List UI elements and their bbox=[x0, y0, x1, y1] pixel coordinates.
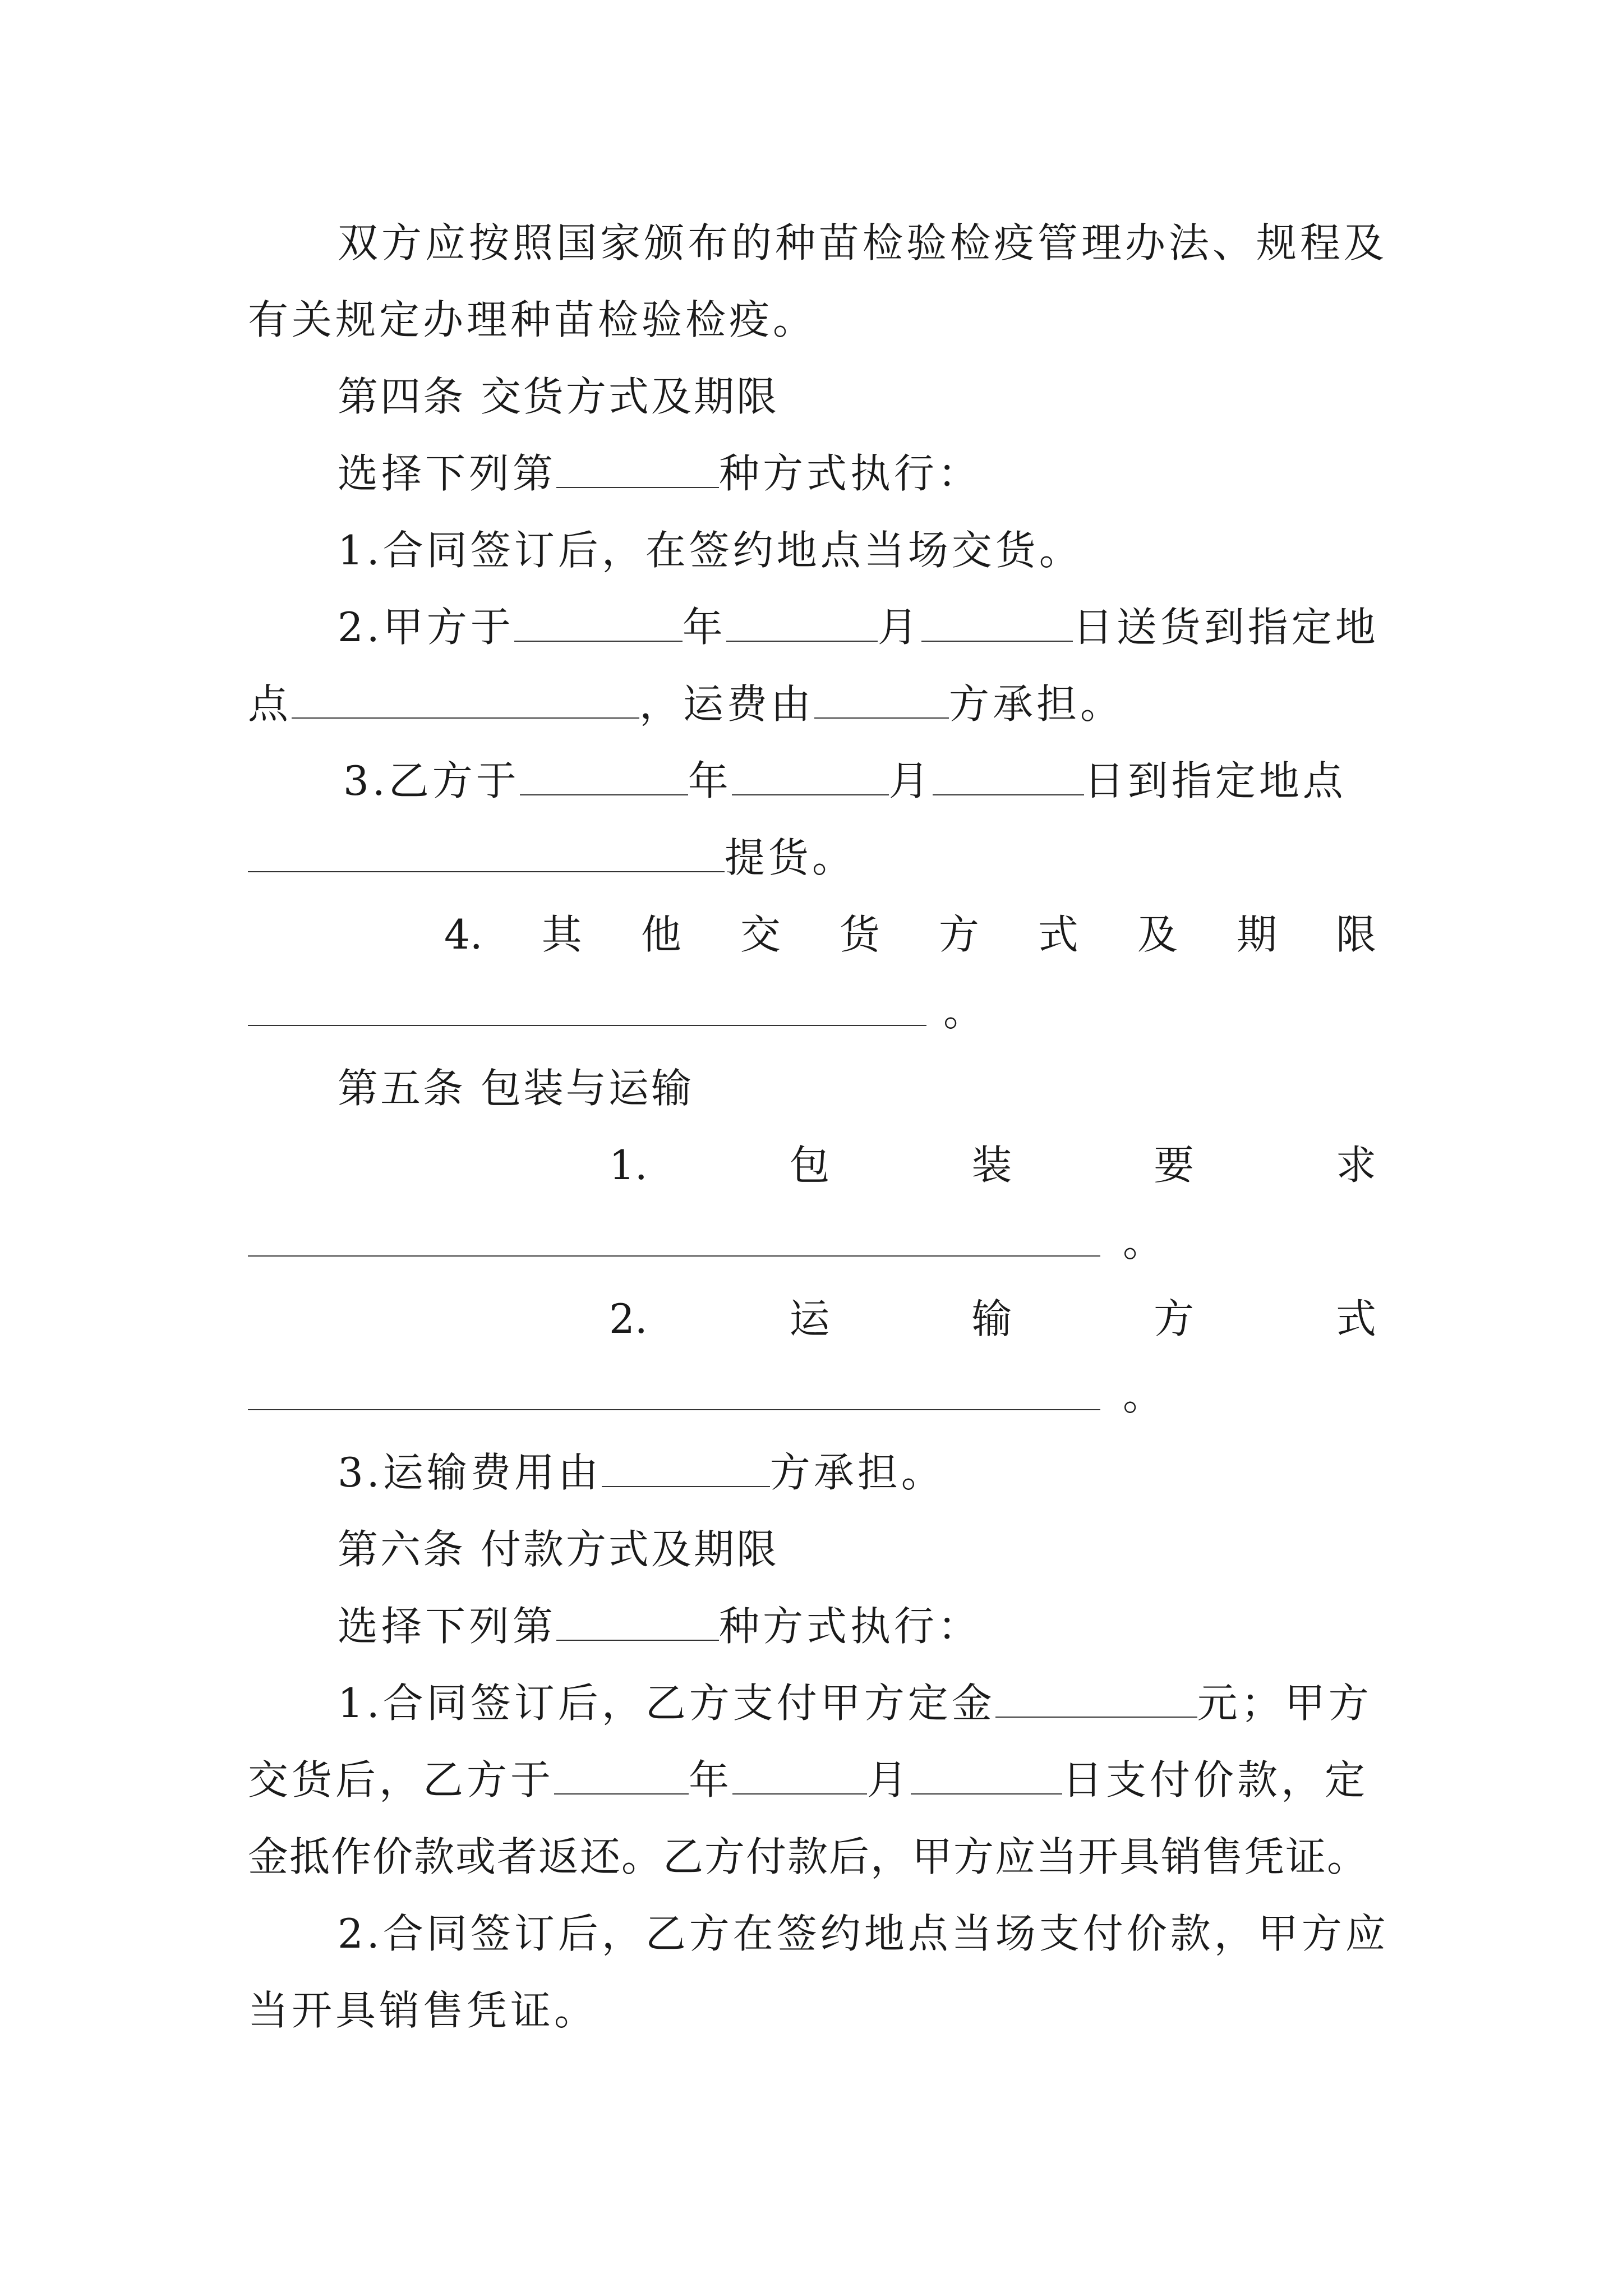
item-4-char: 他 bbox=[640, 911, 681, 958]
article-5-item-1-cont bbox=[248, 1204, 1376, 1280]
year-label: 年 bbox=[689, 1756, 733, 1803]
year-blank[interactable] bbox=[514, 589, 683, 642]
other-delivery-blank[interactable] bbox=[248, 973, 926, 1026]
day-label: 日送货到指定地 bbox=[1072, 604, 1379, 651]
article-4-item-4 bbox=[444, 896, 1376, 973]
item-2-end: 方承担。 bbox=[949, 680, 1124, 728]
item-4-char: 交 bbox=[740, 911, 781, 958]
article-4-item-1 bbox=[248, 512, 1466, 588]
intro-line-2 bbox=[248, 282, 1376, 358]
item-1-char: 1. bbox=[609, 1142, 648, 1189]
article-6-item-1-line-2 bbox=[248, 1742, 1376, 1818]
place-blank[interactable] bbox=[292, 666, 639, 719]
month-blank[interactable] bbox=[726, 589, 878, 642]
item-3-prefix: 3.运输费用由 bbox=[338, 1449, 602, 1496]
item-2-char: 2. bbox=[609, 1295, 648, 1342]
month-blank[interactable] bbox=[732, 1742, 867, 1795]
item-1-char: 求 bbox=[1335, 1142, 1376, 1189]
article-4-title: 第四条 交货方式及期限 bbox=[338, 373, 779, 420]
place-label: 点 bbox=[248, 680, 292, 728]
item-4-char: 方 bbox=[938, 911, 979, 958]
article-6-item-2-cont bbox=[248, 1972, 1376, 2049]
item-4-end: 。 bbox=[943, 988, 988, 1035]
item-2-char: 运 bbox=[789, 1295, 830, 1342]
article-4-heading bbox=[248, 358, 1466, 435]
item-1-char: 装 bbox=[971, 1142, 1012, 1189]
day-label: 日到指定地点 bbox=[1083, 757, 1347, 804]
item-4-char: 4. bbox=[444, 911, 483, 958]
choose-prefix: 选择下列第 bbox=[338, 1603, 557, 1650]
freight-party-blank[interactable] bbox=[814, 666, 949, 719]
deposit-blank[interactable] bbox=[995, 1665, 1197, 1718]
year-blank[interactable] bbox=[520, 743, 688, 795]
choose-suffix: 种方式执行： bbox=[719, 450, 982, 497]
item-2-end: 。 bbox=[1123, 1372, 1167, 1419]
item-1-char: 包 bbox=[789, 1142, 830, 1189]
choose-prefix: 选择下列第 bbox=[338, 450, 557, 497]
month-label: 月 bbox=[888, 757, 933, 804]
item-4-char: 货 bbox=[839, 911, 880, 958]
item-2-line-2-text: 当开具销售凭证。 bbox=[248, 1987, 598, 2034]
year-label: 年 bbox=[688, 757, 732, 804]
item-1-line-3-text: 金抵作价款或者返还。乙方付款后，甲方应当开具销售凭证。 bbox=[248, 1833, 1369, 1880]
article-4-item-3 bbox=[248, 743, 1472, 819]
day-label: 日支付价款，定 bbox=[1062, 1756, 1369, 1803]
article-6-item-1 bbox=[248, 1665, 1466, 1741]
article-4-choose bbox=[248, 435, 1466, 512]
item-1-end: 。 bbox=[1123, 1218, 1167, 1266]
day-blank[interactable] bbox=[911, 1742, 1062, 1795]
item-4-char: 式 bbox=[1038, 911, 1078, 958]
article-5-item-2-cont bbox=[248, 1358, 1376, 1434]
item-1-mid: 元；甲方 bbox=[1197, 1680, 1372, 1727]
intro-text-1: 双方应按照国家颁布的种苗检验检疫管理办法、规程及 bbox=[338, 219, 1388, 266]
transport-blank[interactable] bbox=[248, 1358, 1100, 1410]
year-label: 年 bbox=[682, 604, 726, 651]
item-1-text: 1.合同签订后，在签约地点当场交货。 bbox=[338, 527, 1083, 574]
article-6-heading bbox=[248, 1511, 1466, 1588]
intro-text-2: 有关规定办理种苗检验检疫。 bbox=[248, 296, 817, 343]
item-4-char: 其 bbox=[541, 911, 582, 958]
item-1-line-2-prefix: 交货后，乙方于 bbox=[248, 1756, 555, 1803]
item-1-char: 要 bbox=[1154, 1142, 1195, 1189]
article-5-item-1 bbox=[609, 1127, 1376, 1203]
item-4-char: 期 bbox=[1236, 911, 1277, 958]
intro-line-1 bbox=[248, 205, 1466, 281]
freight-party-blank[interactable] bbox=[602, 1434, 770, 1487]
item-2-char: 方 bbox=[1154, 1295, 1195, 1342]
item-3-end: 方承担。 bbox=[769, 1449, 945, 1496]
item-1-prefix: 1.合同签订后，乙方支付甲方定金 bbox=[338, 1680, 995, 1727]
article-6-item-1-line-3 bbox=[248, 1819, 1376, 1895]
item-4-char: 及 bbox=[1137, 911, 1178, 958]
article-4-item-2-cont bbox=[248, 666, 1376, 742]
item-2-prefix: 2.甲方于 bbox=[338, 604, 514, 651]
item-3-prefix: 3.乙方于 bbox=[343, 757, 520, 804]
freight-label: ，运费由 bbox=[639, 680, 815, 728]
article-5-item-3 bbox=[248, 1434, 1466, 1511]
article-5-title: 第五条 包装与运输 bbox=[338, 1065, 694, 1112]
month-blank[interactable] bbox=[732, 743, 889, 795]
month-label: 月 bbox=[877, 604, 921, 651]
item-3-end: 提货。 bbox=[725, 834, 856, 881]
article-6-item-2 bbox=[248, 1895, 1466, 1972]
pickup-place-blank[interactable] bbox=[248, 820, 725, 872]
article-4-item-3-cont bbox=[248, 820, 1376, 896]
article-6-choose bbox=[248, 1588, 1466, 1664]
article-6-title: 第六条 付款方式及期限 bbox=[338, 1526, 779, 1573]
packaging-blank[interactable] bbox=[248, 1204, 1100, 1257]
choice-blank[interactable] bbox=[556, 435, 719, 488]
item-2-char: 式 bbox=[1335, 1295, 1376, 1342]
choice-blank[interactable] bbox=[556, 1588, 719, 1641]
year-blank[interactable] bbox=[554, 1742, 689, 1795]
article-5-heading bbox=[248, 1050, 1466, 1126]
article-4-item-2 bbox=[248, 589, 1466, 665]
month-label: 月 bbox=[867, 1756, 911, 1803]
day-blank[interactable] bbox=[921, 589, 1073, 642]
choose-suffix: 种方式执行： bbox=[719, 1603, 982, 1650]
item-2-line-1-text: 2.合同签订后，乙方在签约地点当场支付价款，甲方应 bbox=[338, 1910, 1389, 1957]
item-4-char: 限 bbox=[1335, 911, 1376, 958]
article-5-item-2 bbox=[609, 1281, 1376, 1357]
article-4-item-4-cont bbox=[248, 973, 1376, 1050]
day-blank[interactable] bbox=[933, 743, 1084, 795]
item-2-char: 输 bbox=[971, 1295, 1012, 1342]
